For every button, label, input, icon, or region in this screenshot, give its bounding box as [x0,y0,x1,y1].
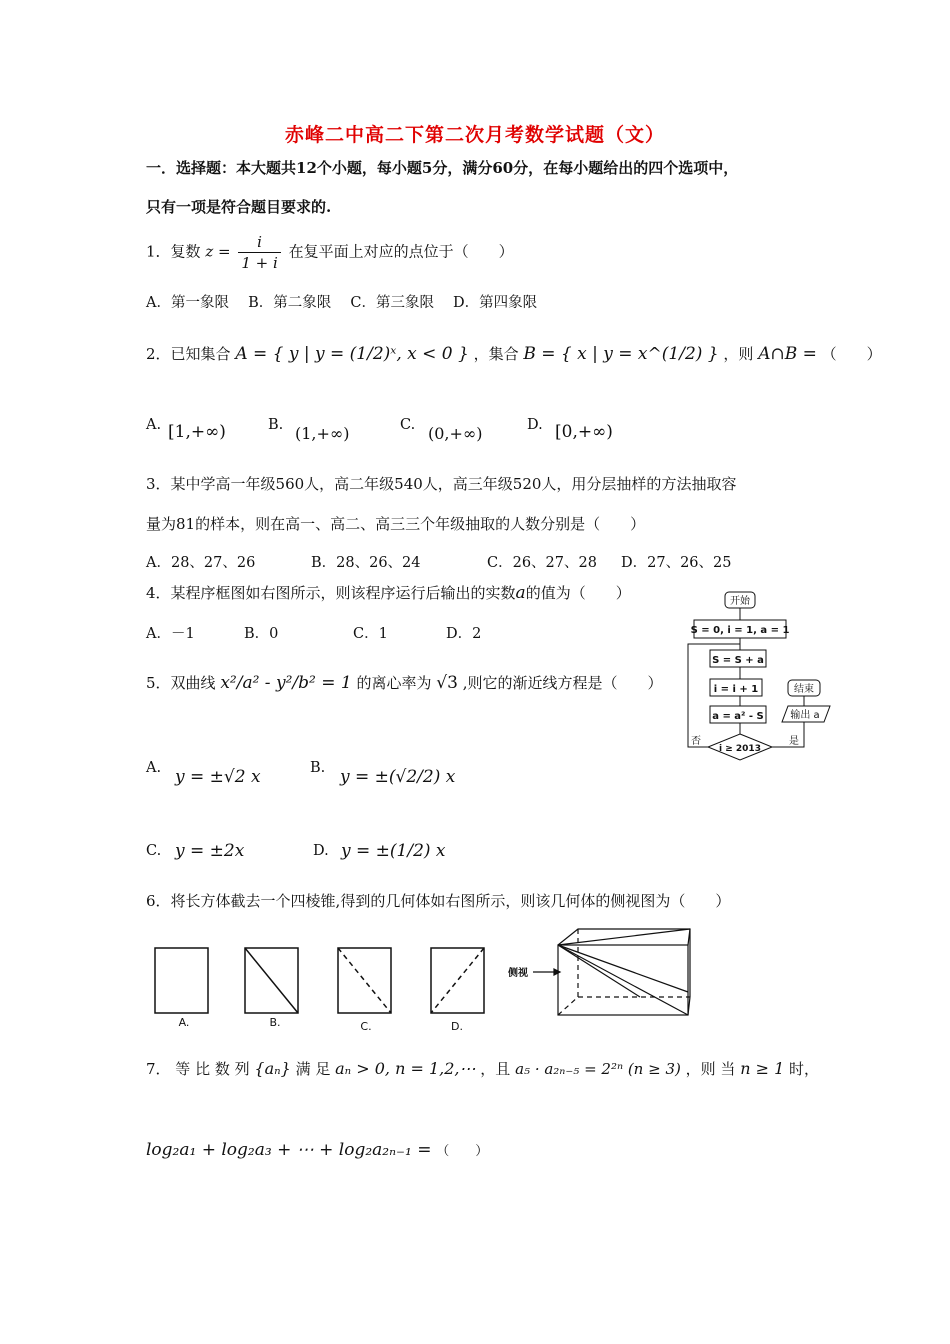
section-instruction-line1: 一．选择题：本大题共12个小题，每小题5分，满分60分，在每小题给出的四个选项中， [146,159,739,177]
q7-cond3: n ≥ 1 [740,1059,785,1078]
q5-option-a: y = ±√2 x [175,767,261,787]
q2-option-c-label: C. [400,417,416,433]
q7-cond1: aₙ > 0, n = 1,2,⋯ [335,1059,476,1078]
q3-option-d: D．27、26、25 [621,555,732,571]
q7-post: 时， [789,1060,820,1078]
q5-option-c: y = ±2x [175,841,245,861]
q2-option-a: [1,+∞) [168,422,226,442]
section-instruction-line2: 只有一项是符合题目要求的. [146,198,332,216]
q1-den: 1 + i [241,254,278,272]
q2-option-c: (0,+∞) [428,424,483,443]
q7-sequence: {aₙ} [254,1059,291,1078]
q2-option-a-label: A. [146,417,162,433]
question-4 [146,582,631,603]
q1-post: 在复平面上对应的点位于（ ） [288,242,514,261]
q2-post: ，则 [723,345,754,363]
q7-blank: （ ） [436,1144,489,1159]
q6-side-view-label: 侧视 [508,968,528,979]
flow-yes-label: 是 [789,736,799,747]
q5-prefix: 5．双曲线 [146,674,216,692]
q3-line2: 量为81的样本，则在高一、高二、高三三个年级抽取的人数分别是（ ） [146,515,646,533]
q6-label-c: C. [360,1020,372,1033]
q2-prefix: 2．已知集合 [146,345,231,363]
q2-expr: A∩B = [758,344,817,364]
q2-mid: ，集合 [473,345,519,363]
q2-option-d: [0,+∞) [555,422,613,442]
q3-option-b: B．28、26、24 [311,555,421,571]
q5-option-a-label: A. [146,760,162,776]
q5-equation: x²/a² - y²/b² = 1 [220,673,352,693]
q1-num: i [238,232,280,253]
q4-option-d: D．2 [446,626,482,642]
page-title: 赤峰二中高二下第二次月考数学试题（文） [284,124,665,146]
flow-output-label: 输出 a [790,710,820,721]
q2-blank: （ ） [821,345,882,363]
flow-condition-label: i ≥ 2013 [719,744,761,754]
q4-var: a [515,583,526,603]
question-5 [146,672,662,693]
q5-post: ,则它的渐近线方程是（ ） [462,674,663,692]
q6-text: 6．将长方体截去一个四棱锥,得到的几何体如右图所示，则该几何体的侧视图为（ ） [146,892,731,910]
q2-option-b: (1,+∞) [295,424,350,443]
q2-setA: A = { y | y = (1/2)ˣ, x < 0 } [235,344,469,364]
q2-setB: B = { x | y = x^(1/2) } [523,344,719,364]
flow-step1-label: S = S + a [712,655,764,666]
flow-end-label: 结束 [794,684,814,695]
q7-expression: log₂a₁ + log₂a₃ + ⋯ + log₂a₂ₙ₋₁ = [146,1140,432,1160]
q4-option-c: C．1 [353,626,388,642]
q6-label-a: A. [178,1016,190,1029]
flow-step2-label: i = i + 1 [713,684,759,695]
q1-var: z = [205,242,231,261]
q6-label-d: D. [451,1020,463,1033]
q1-fraction [238,232,280,273]
flow-start-label: 开始 [730,596,750,607]
q2-option-b-label: B. [268,417,284,433]
q2-option-d-label: D. [527,417,543,433]
q4-post: 的值为（ ） [525,584,631,602]
q4-option-b: B．0 [244,626,279,642]
q7-prefix: 7． 等 比 数 列 [146,1060,250,1078]
q5-mid: 的离心率为 [356,674,432,692]
q6-figures [140,920,720,1040]
flow-step3-label: a = a² - S [712,711,764,722]
q6-label-b: B. [269,1016,281,1029]
q3-option-a: A．28、27、26 [146,555,256,571]
q6-solid-figure [533,929,690,1015]
q4-text: 4．某程序框图如右图所示，则该程序运行后输出的实数 [146,584,516,602]
q5-option-c-label: C. [146,843,162,859]
q4-option-a: A．－1 [146,626,195,642]
q5-eccentricity: √3 [436,673,458,693]
q1-options: A．第一象限 B．第二象限 C．第三象限 D．第四象限 [146,295,538,311]
question-7 [146,1058,819,1079]
q7-expression-line [146,1140,488,1160]
q1-prefix: 1．复数 [146,242,201,261]
q7-mid1: 满 足 [295,1060,331,1078]
question-2 [146,343,882,364]
flow-init-label: S = 0, i = 1, a = 1 [690,625,790,636]
q7-mid2: ，且 [480,1060,511,1078]
q5-option-d: y = ±(1/2) x [341,841,446,861]
q6-option-a-figure [155,948,208,1013]
program-flowchart [680,590,850,770]
q7-cond2: a₅ · a₂ₙ₋₅ = 2²ⁿ (n ≥ 3) [515,1060,681,1078]
question-1 [146,232,514,273]
flow-no-label: 否 [691,736,701,747]
q5-option-b: y = ±(√2/2) x [340,767,456,787]
q5-option-d-label: D. [313,843,329,859]
q5-option-b-label: B. [310,760,326,776]
q7-mid3: ，则 当 [685,1060,736,1078]
q3-line1: 3．某中学高一年级560人，高二年级540人，高三年级520人，用分层抽样的方法抽取容 [146,475,737,493]
q3-option-c: C．26、27、28 [487,555,597,571]
